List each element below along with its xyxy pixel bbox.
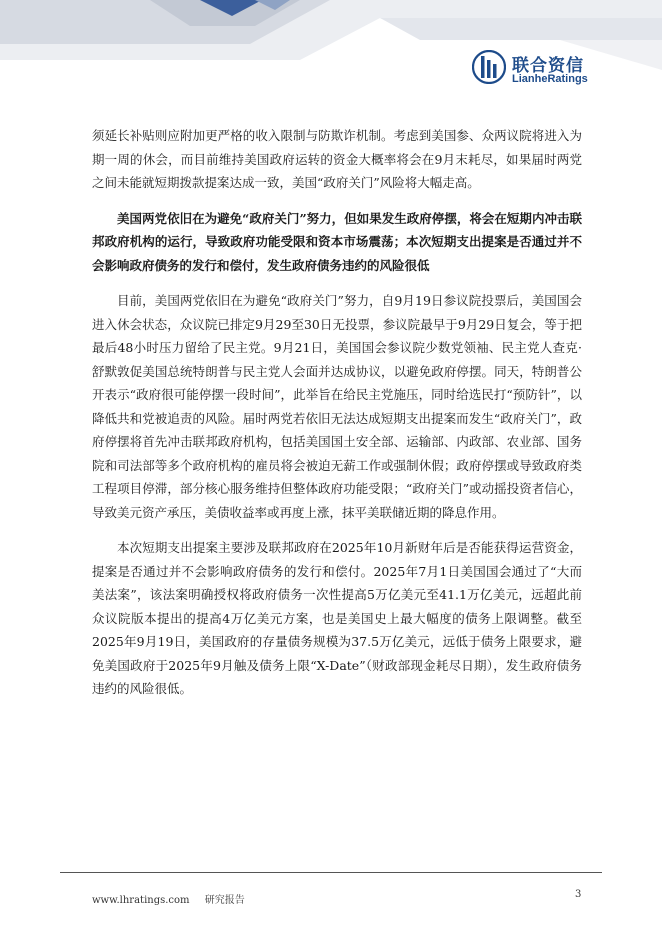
logo-english-name: LianheRatings <box>512 73 588 85</box>
paragraph-subsidy-continuation: 须延长补贴则应附加更严格的收入限制与防欺诈机制。考虑到美国参、众两议院将进入为期一周的休会，而目前维持美国政府运转的资金大概率将会在9月末耗尽，如果届时两党之间未能就短期拨款提案达成一致，美国“政府关门”风险将大幅走高。 <box>92 128 582 190</box>
lianhe-logo-icon <box>472 50 506 84</box>
section-heading-shutdown-risk: 美国两党依旧在为避免“政府关门”努力，但如果发生政府停摆，将会在短期内冲击联邦政府机构的运行，导致政府功能受限和资本市场震荡；本次短期支出提案是否通过并不会影响政府债务的发行和偿付，发生政府债务违约的风险很低 <box>92 210 582 273</box>
paragraph-debt-ceiling: 本次短期支出提案主要涉及联邦政府在2025年10月新财年后是否能获得运营资金，提案是否通过并不会影响政府债务的发行和偿付。2025年7月1日美国国会通过了“大而美法案”，该法案明确授权将政府债务一次性提高5万亿美元至41.1万亿美元，远超此前众议院版本提出的提高4万亿美元方案，也是美国史上最大幅度的债务上限调整。截至2025年9月19日，美国政府的存量债务规模为37.5万亿美元，远低于债务上限要求，避免美国政府于2025年9月触及债务上限“X-Date”（财政部现金耗尽日期），发生政府债务违约的风险很低。 <box>92 540 582 696</box>
footer-info <box>92 891 257 906</box>
logo-chinese-name: 联合资信 <box>512 56 584 76</box>
report-body <box>92 124 582 713</box>
page-number: 3 <box>575 889 582 900</box>
paragraph-shutdown-impact: 目前，美国两党依旧在为避免“政府关门”努力，自9月19日参议院投票后，美国国会进入休会状态，众议院已排定9月29至30日无投票，参议院最早于9月29日复会，等于把最后48小时压力留给了民主党。9月21日，美国国会参议院少数党领袖、民主党人查克·舒默敦促美国总统特朗普与民主党人会面并达成协议，以避免政府停摆。同天，特朗普公开表示“政府很可能停摆一段时间”，此举旨在给民主党施压，同时给选民打“预防针”，以降低共和党被追责的风险。届时两党若依旧无法达成短期支出提案而发生“政府关门”，政府停摆将首先冲击联邦政府机构，包括美国国土安全部、运输部、内政部、农业部、国务院和司法部等多个政府机构的雇员将会被迫无薪工作或强制休假；政府停摆或导致政府类工程项目停滞，部分核心服务维持但整体政府功能受限；“政府关门”或动摇投资者信心，导致美元资产承压，美债收益率或再度上涨，抹平美联储近期的降息作用。 <box>92 293 582 520</box>
footer-doc-type: 研究报告 <box>204 895 245 906</box>
lianhe-logo <box>472 50 592 88</box>
footer-divider <box>60 872 602 873</box>
footer-website: www.lhratings.com <box>92 895 190 906</box>
